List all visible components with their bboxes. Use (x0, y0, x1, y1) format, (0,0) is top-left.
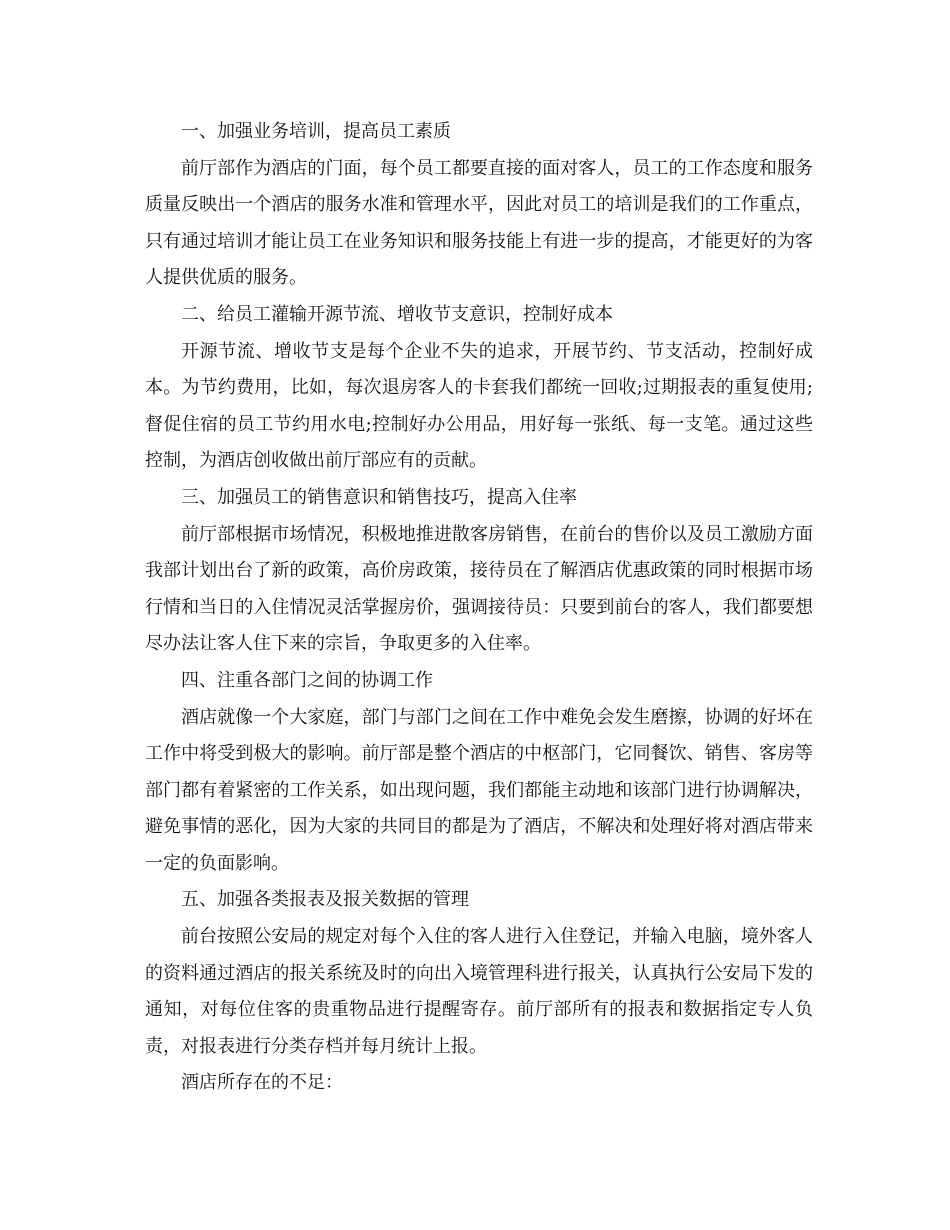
paragraph-4: 酒店就像一个大家庭，部门与部门之间在工作中难免会发生磨擦，协调的好坏在工作中将受到极大的影响。前厅部是整个酒店的中枢部门，它同餐饮、销售、客房等部门都有着紧密的工作关系，如出现问题，我们都能主动地和该部门进行协调解决，避免事情的恶化，因为大家的共同目的都是为了酒店，不解决和处理好将对酒店带来一定的负面影响。 (145, 706, 813, 874)
paragraph-3: 前厅部根据市场情况，积极地推进散客房销售，在前台的售价以及员工激励方面我部计划出台了新的政策，高价房政策，接待员在了解酒店优惠政策的同时根据市场行情和当日的入住情况灵活掌握房价，强调接待员：只要到前台的客人，我们都要想尽办法让客人住下来的宗旨，争取更多的入住率。 (145, 523, 813, 655)
paragraph-2: 开源节流、增收节支是每个企业不失的追求，开展节约、节支活动，控制好成本。为节约费用，比如，每次退房客人的卡套我们都统一回收;过期报表的重复使用;督促住宿的员工节约用水电;控制好办公用品，用好每一张纸、每一支笔。通过这些控制，为酒店创收做出前厅部应有的贡献。 (145, 340, 813, 472)
section-heading-2: 二、给员工灌输开源节流、增收节支意识，控制好成本 (181, 303, 613, 325)
section-heading-3: 三、加强员工的销售意识和销售技巧，提高入住率 (181, 486, 577, 508)
section-heading-1: 一、加强业务培训，提高员工素质 (181, 121, 451, 142)
paragraph-1: 前厅部作为酒店的门面，每个员工都要直接的面对客人，员工的工作态度和服务质量反映出一个酒店的服务水准和管理水平，因此对员工的培训是我们的工作重点，只有通过培训才能让员工在业务知识和服务技能上有进一步的提高，才能更好的为客人提供优质的服务。 (145, 157, 813, 289)
document-body (145, 114, 813, 1102)
closing-line: 酒店所存在的不足： (181, 1072, 343, 1094)
paragraph-5: 前台按照公安局的规定对每个入住的客人进行入住登记，并输入电脑，境外客人的资料通过酒店的报关系统及时的向出入境管理科进行报关，认真执行公安局下发的通知，对每位住客的贵重物品进行提醒寄存。前厅部所有的报表和数据指定专人负责，对报表进行分类存档并每月统计上报。 (145, 926, 813, 1057)
section-heading-4: 四、注重各部门之间的协调工作 (181, 669, 433, 691)
section-heading-5: 五、加强各类报表及报关数据的管理 (181, 889, 469, 911)
